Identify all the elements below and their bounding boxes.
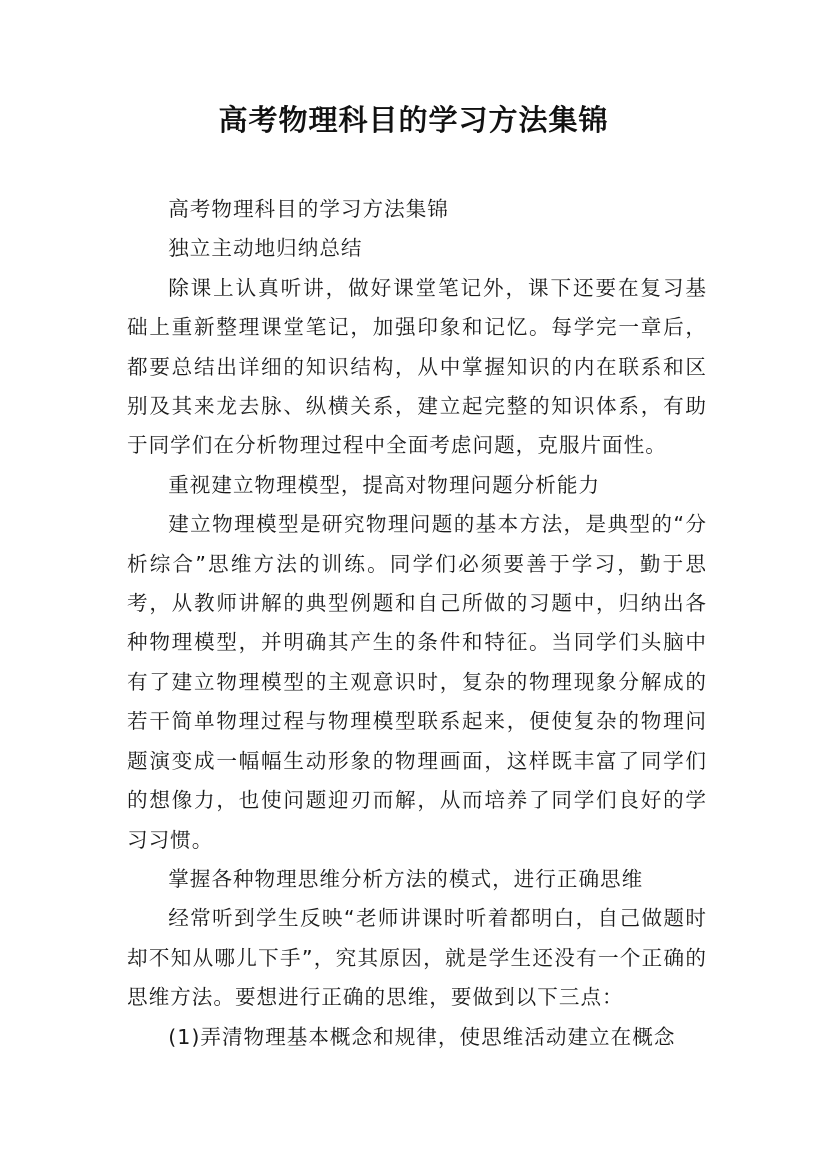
paragraph-point-one: (1)弄清物理基本概念和规律，使思维活动建立在概念 [168, 1024, 676, 1049]
document-title: 高考物理科目的学习方法集锦 [218, 103, 609, 137]
paragraph-thinking-body: 经常听到学生反映“老师讲课时听着都明白，自己做题时却不知从哪儿下手”，究其原因，就是学生还没有一个正确的思维方法。要想进行正确的思维，要做到以下三点： [127, 906, 707, 1010]
document-body [127, 190, 707, 1057]
paragraph-heading-model: 重视建立物理模型，提高对物理问题分析能力 [168, 472, 601, 497]
paragraph-heading-thinking: 掌握各种物理思维分析方法的模式，进行正确思维 [168, 866, 644, 891]
paragraph-subtitle: 高考物理科目的学习方法集锦 [168, 197, 449, 221]
paragraph-model-body: 建立物理模型是研究物理问题的基本方法，是典型的“分析综合”思维方法的训练。同学们必须要善于学习，勤于思考，从教师讲解的典型例题和自己所做的习题中，归纳出各种物理模型，并明确其产生的条件和特征。当同学们头脑中有了建立物理模型的主观意识时，复杂的物理现象分解成的若干简单物理过程与物理模型联系起来，便使复杂的物理问题演变成一幅幅生动形象的物理画面，这样既丰富了同学们的想像力，也使问题迎刃而解，从而培养了同学们良好的学习习惯。 [127, 512, 707, 852]
paragraph-summary-body: 除课上认真听讲，做好课堂笔记外，课下还要在复习基础上重新整理课堂笔记，加强印象和记忆。每学完一章后，都要总结出详细的知识结构，从中掌握知识的内在联系和区别及其来龙去脉、纵横关系，建立起完整的知识体系，有助于同学们在分析物理过程中全面考虑问题，克服片面性。 [127, 275, 707, 458]
paragraph-heading-summary: 独立主动地归纳总结 [168, 236, 363, 261]
